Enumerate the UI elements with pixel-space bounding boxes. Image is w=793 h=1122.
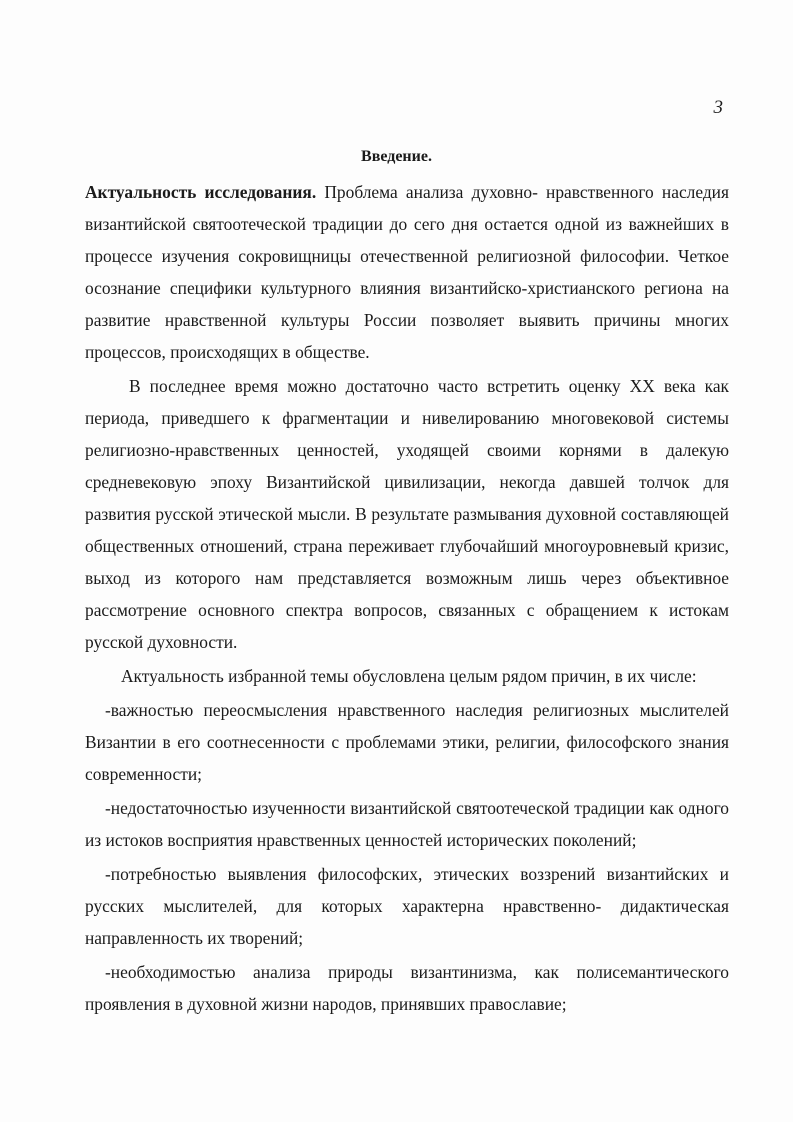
page-number: 3: [713, 97, 723, 118]
list-item: -потребностью выявления философских, этических воззрений византийских и русских мыслителей, для которых характерна нравственно- дидактическая направленность их творений;: [85, 864, 729, 948]
paragraph-relevance: [85, 176, 729, 368]
paragraph: Актуальность избранной темы обусловлена целым рядом причин, в их числе:: [121, 666, 697, 686]
paragraph-text: Проблема анализа духовно- нравственного наследия византийской святоотеческой традиции до сего дня остается одной из важнейших в процессе изучения сокровищницы отечественной религиозной философии. Четкое осознание специфики культурного влияния византийско-христианского региона на развитие нравственной культуры России позволяет выявить причины многих процессов, происходящих в обществе.: [85, 182, 729, 362]
list-item: -недостаточностью изученности византийской святоотеческой традиции как одного из истоков восприятия нравственных ценностей исторических поколений;: [85, 798, 729, 850]
list-item: -необходимостью анализа природы византинизма, как полисемантического проявления в духовной жизни народов, принявших православие;: [85, 962, 729, 1014]
section-heading: Введение.: [361, 148, 432, 165]
list-item: -важностью переосмысления нравственного наследия религиозных мыслителей Византии в его соотнесенности с проблемами этики, религии, философского знания современности;: [85, 700, 729, 784]
paragraph: В последнее время можно достаточно часто встретить оценку XX века как периода, приведшего к фрагментации и нивелированию многовековой системы религиозно-нравственных ценностей, уходящей своими корнями в далекую средневековую эпоху Византийской цивилизации, некогда давшей толчок для развития русской этической мысли. В результате размывания духовной составляющей общественных отношений, страна переживает глубочайший многоуровневый кризис, выход из которого нам представляется возможным лишь через объективное рассмотрение основного спектра вопросов, связанных с обращением к истокам русской духовности.: [85, 376, 729, 652]
paragraph-lead: Актуальность исследования.: [85, 182, 317, 202]
body-text: [85, 176, 729, 1020]
